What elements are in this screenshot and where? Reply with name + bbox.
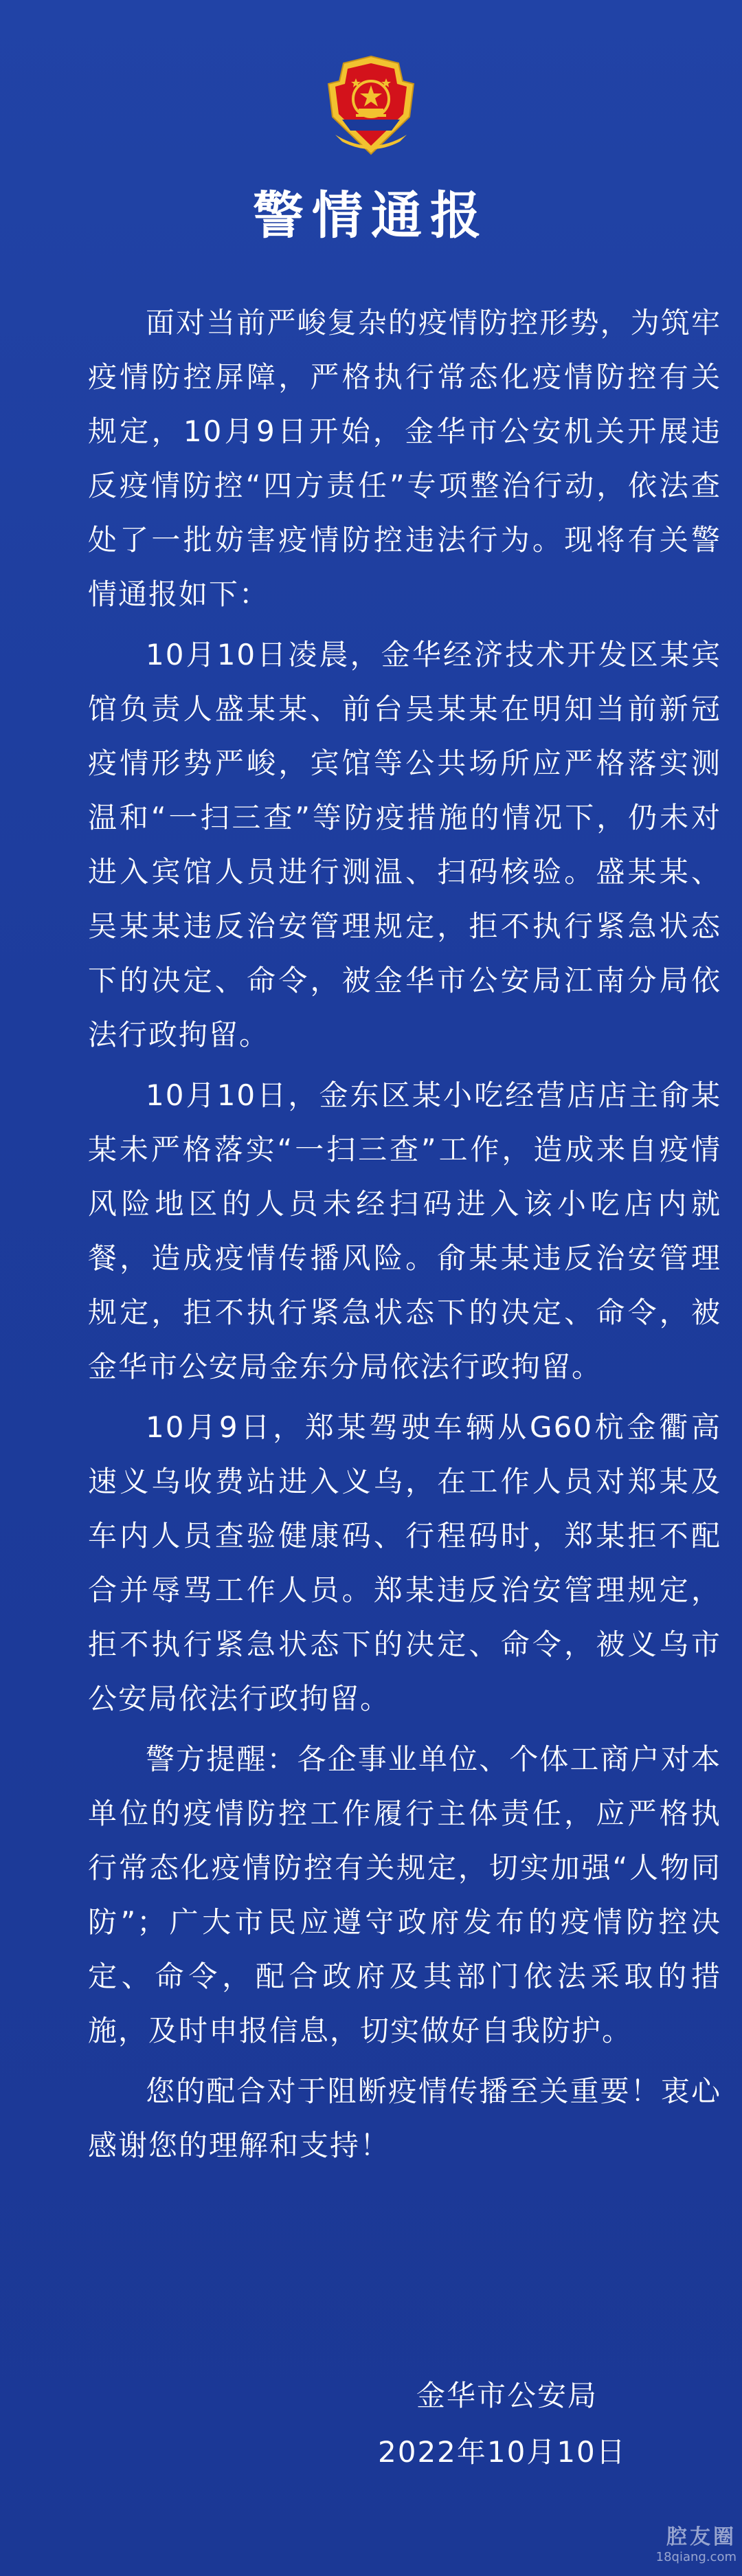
notice-body (88, 296, 721, 2179)
signature-organization: 金华市公安局 (416, 2379, 598, 2412)
paragraph-case-2: 10月10日，金东区某小吃经营店店主俞某某未严格落实“一扫三查”工作，造成来自疫情风险地区的人员未经扫码进入该小吃店内就餐，造成疫情传播风险。俞某某违反治安管理规定，拒不执行紧急状态下的决定、命令，被金华市公安局金东分局依法行政拘留。 (88, 1078, 721, 1384)
paragraph-intro: 面对当前严峻复杂的疫情防控形势，为筑牢疫情防控屏障，严格执行常态化疫情防控有关规定，10月9日开始，金华市公安机关开展违反疫情防控“四方责任”专项整治行动，依法查处了一批妨害疫情防控违法行为。现将有关警情通报如下： (88, 306, 721, 611)
watermark-url: 18qiang.com (655, 2550, 737, 2564)
police-emblem-icon (317, 54, 425, 157)
signature-block (378, 2368, 687, 2480)
paragraph-police-reminder: 警方提醒：各企事业单位、个体工商户对本单位的疫情防控工作履行主体责任，应严格执行常态化疫情防控有关规定，切实加强“人物同防”；广大市民应遵守政府发布的疫情防控决定、命令，配合政府及其部门依法采取的措施，及时申报信息，切实做好自我防护。 (88, 1742, 721, 2047)
watermark-logo-text: 腔友圈 (666, 2525, 737, 2549)
site-watermark (633, 2525, 737, 2571)
signature-date: 2022年10月10日 (378, 2435, 627, 2469)
paragraph-thanks: 您的配合对于阻断疫情传播至关重要！衷心感谢您的理解和支持！ (88, 2074, 721, 2162)
page-title: 警情通报 (253, 186, 489, 245)
paragraph-case-3: 10月9日，郑某驾驶车辆从G60杭金衢高速义乌收费站进入义乌，在工作人员对郑某及车内人员查验健康码、行程码时，郑某拒不配合并辱骂工作人员。郑某违反治安管理规定，拒不执行紧急状态下的决定、命令，被义乌市公安局依法行政拘留。 (88, 1410, 721, 1716)
paragraph-case-1: 10月10日凌晨，金华经济技术开发区某宾馆负责人盛某某、前台吴某某在明知当前新冠疫情形势严峻，宾馆等公共场所应严格落实测温和“一扫三查”等防疫措施的情况下，仍未对进入宾馆人员进行测温、扫码核验。盛某某、吴某某违反治安管理规定，拒不执行紧急状态下的决定、命令，被金华市公安局江南分局依法行政拘留。 (88, 638, 721, 1052)
